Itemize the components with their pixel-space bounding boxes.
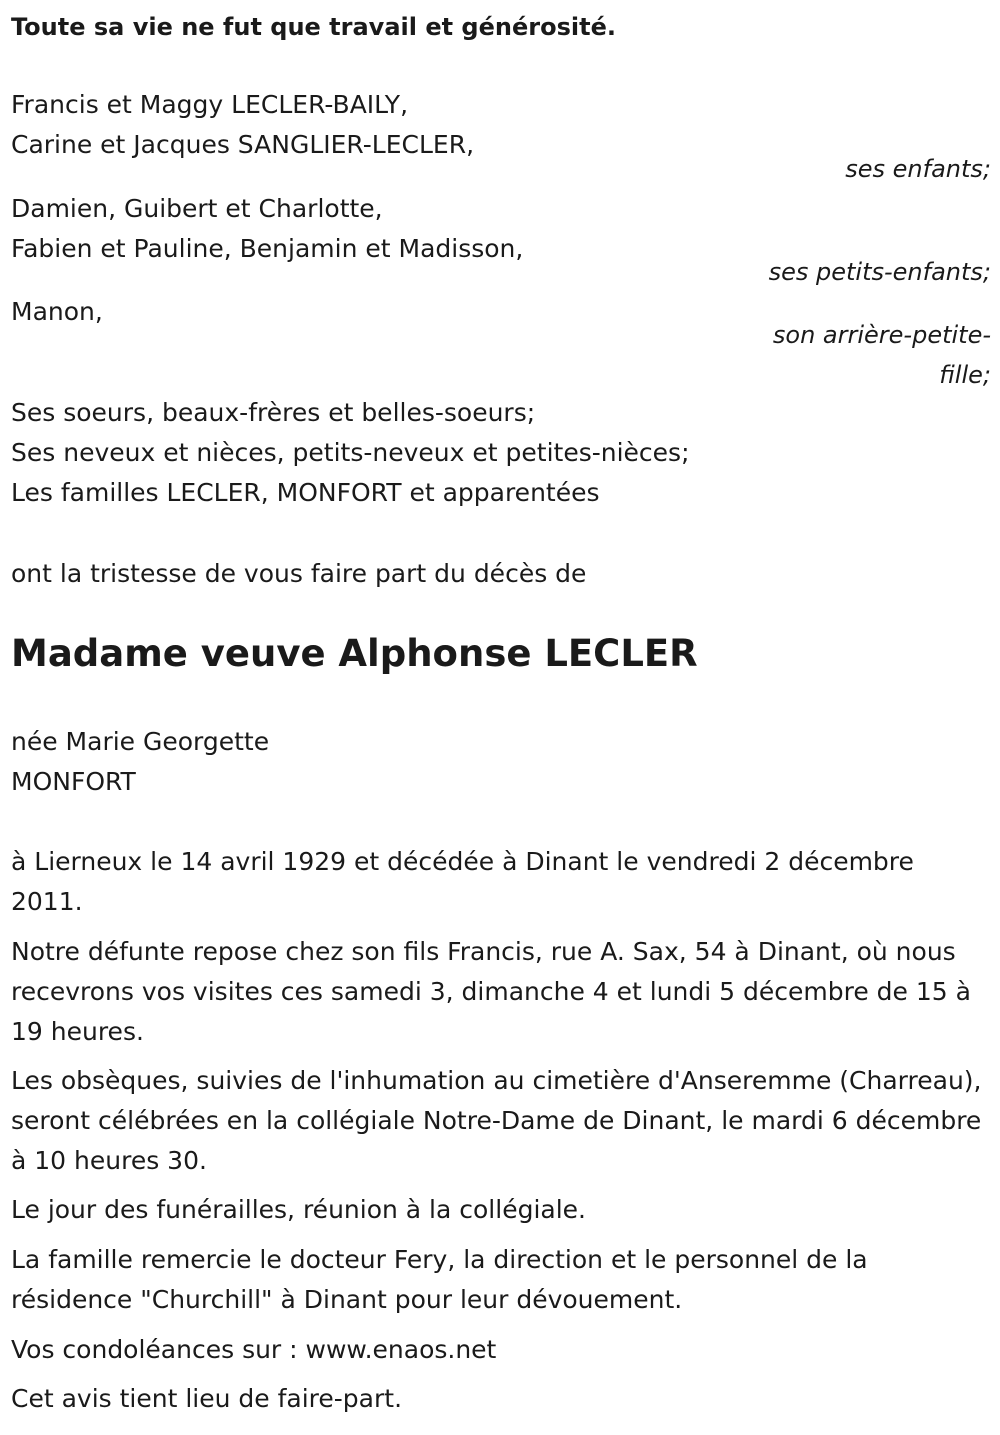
grandchildren-line-1: Damien, Guibert et Charlotte, (11, 194, 383, 223)
notice-paragraph: Cet avis tient lieu de faire-part. (11, 1384, 403, 1413)
great-grandchild-role-line-2: fille; (939, 361, 991, 389)
grandchildren-role: ses petits-enfants; (768, 258, 991, 286)
condolences-paragraph: Vos condoléances sur : www.enaos.net (11, 1335, 497, 1364)
announcement: ont la tristesse de vous faire part du décès de (11, 559, 587, 588)
relatives-line-3: Les familles LECLER, MONFORT et apparentées (11, 478, 600, 507)
children-line-1: Francis et Maggy LECLER-BAILY, (11, 90, 409, 119)
thanks-paragraph: La famille remercie le docteur Fery, la direction et le personnel de la résidence "Churchill" à Dinant pour leur dévouement. (11, 1245, 868, 1314)
birth-name-line-2: MONFORT (11, 767, 136, 796)
relatives-line-1: Ses soeurs, beaux-frères et belles-soeurs; (11, 398, 536, 427)
meeting-paragraph: Le jour des funérailles, réunion à la collégiale. (11, 1195, 586, 1224)
motto: Toute sa vie ne fut que travail et générosité. (11, 13, 616, 41)
funeral-paragraph: Les obsèques, suivies de l'inhumation au cimetière d'Anseremme (Charreau), seront célébrées en la collégiale Notre-Dame de Dinant, le mardi 6 décembre à 10 heures 30. (11, 1066, 982, 1175)
children-line-2: Carine et Jacques SANGLIER-LECLER, (11, 130, 475, 159)
visitation-paragraph: Notre défunte repose chez son fils Francis, rue A. Sax, 54 à Dinant, où nous recevrons vos visites ces samedi 3, dimanche 4 et lundi 5 décembre de 15 à 19 heures. (11, 937, 971, 1046)
birth-death-paragraph: à Lierneux le 14 avril 1929 et décédée à Dinant le vendredi 2 décembre 2011. (11, 847, 914, 916)
deceased-name: Madame veuve Alphonse LECLER (11, 632, 698, 675)
great-grandchild-line: Manon, (11, 297, 103, 326)
birth-name-line-1: née Marie Georgette (11, 727, 270, 756)
relatives-line-2: Ses neveux et nièces, petits-neveux et petites-nièces; (11, 438, 690, 467)
great-grandchild-role-line-1: son arrière-petite- (772, 321, 991, 349)
grandchildren-line-2: Fabien et Pauline, Benjamin et Madisson, (11, 234, 524, 263)
children-role: ses enfants; (845, 155, 991, 183)
